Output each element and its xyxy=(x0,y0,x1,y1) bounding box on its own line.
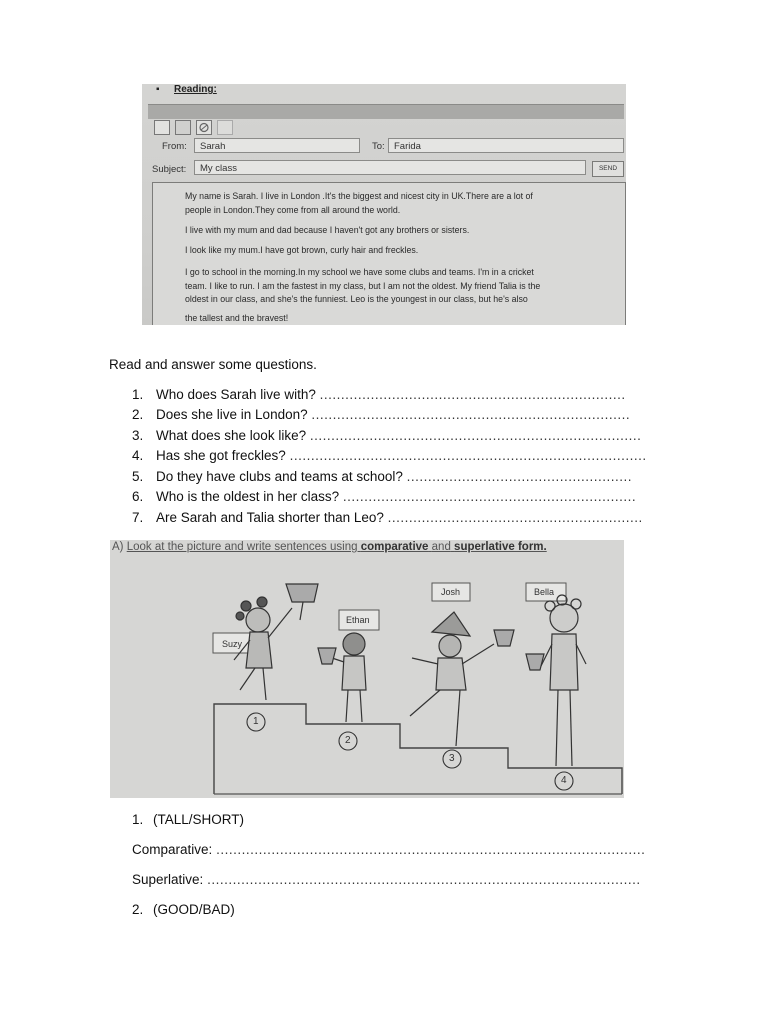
name-tag-ethan: Ethan xyxy=(346,615,370,625)
to-field: Farida xyxy=(388,138,624,153)
email-line: the tallest and the bravest! xyxy=(185,313,289,323)
toolbar-button-icon xyxy=(217,120,233,135)
question-text: Has she got freckles? xyxy=(156,448,286,463)
reading-heading: Reading: xyxy=(174,84,217,95)
answer-line: .............................................................................. xyxy=(309,428,642,443)
email-line: team. I like to run. I am the fastest in my class, but I am not the oldest. My friend Talia is the xyxy=(185,281,541,291)
question-text: Do they have clubs and teams at school? xyxy=(156,469,403,484)
question-number: 4. xyxy=(132,448,144,463)
step-number: 3 xyxy=(449,753,455,764)
to-label: To: xyxy=(372,141,385,152)
name-tag-bella: Bella xyxy=(534,587,555,597)
answer-line: .................................................................................... xyxy=(289,448,647,463)
bullet-icon: ▪ xyxy=(156,84,160,95)
podium-photo xyxy=(110,540,624,798)
answer-line: ........................................................................... xyxy=(311,407,631,422)
superlative-line xyxy=(132,872,641,887)
question-text: Who does Sarah live with? xyxy=(156,387,316,402)
step-number: 2 xyxy=(345,735,351,746)
from-label: From: xyxy=(162,141,187,152)
exercise-prompt: (GOOD/BAD) xyxy=(153,902,235,917)
question-number: 5. xyxy=(132,469,144,484)
question-text: Does she live in London? xyxy=(156,407,308,422)
exercise-item-1 xyxy=(132,812,244,827)
step-number: 4 xyxy=(561,775,567,786)
question-number: 6. xyxy=(132,489,144,504)
reading-email-photo xyxy=(142,84,626,325)
email-line: I live with my mum and dad because I haven't got any brothers or sisters. xyxy=(185,225,470,235)
answer-line: ............................................................ xyxy=(387,510,643,525)
exercise-number: 1. xyxy=(132,812,144,827)
email-toolbar xyxy=(148,104,624,119)
answer-line: ..................................................................... xyxy=(342,489,637,504)
question-number: 1. xyxy=(132,387,144,402)
question-text: What does she look like? xyxy=(156,428,307,443)
answer-line: ..................................................... xyxy=(406,469,632,484)
email-line: I look like my mum.I have got brown, curly hair and freckles. xyxy=(185,245,419,255)
toolbar-button-icon xyxy=(175,120,191,135)
name-tag-josh: Josh xyxy=(441,587,461,597)
email-body xyxy=(152,182,626,325)
subject-field: My class xyxy=(194,160,586,175)
question-number: 7. xyxy=(132,510,144,525)
answer-line: ........................................................................ xyxy=(319,387,626,402)
podium-instruction: A) Look at the picture and write sentences using comparative and superlative form. xyxy=(112,541,547,553)
attach-icon xyxy=(196,120,212,135)
exercise-item-2 xyxy=(132,902,235,917)
answer-line: ...................................................................................................... xyxy=(207,872,641,887)
question-number: 3. xyxy=(132,428,144,443)
answer-line: ..................................................................................................... xyxy=(216,842,646,857)
question-number: 2. xyxy=(132,407,144,422)
name-tag-suzy: Suzy xyxy=(222,639,243,649)
step-number: 1 xyxy=(253,716,259,727)
email-line: My name is Sarah. I live in London .It's the biggest and nicest city in UK.There are a lot of xyxy=(185,191,533,201)
questions-intro: Read and answer some questions. xyxy=(109,357,317,372)
podium-illustration xyxy=(110,540,624,798)
toolbar-button-icon xyxy=(154,120,170,135)
email-line: people in London.They come from all around the world. xyxy=(185,205,401,215)
comparative-line xyxy=(132,842,645,857)
question-text: Who is the oldest in her class? xyxy=(156,489,340,504)
email-line: oldest in our class, and she's the funniest. Leo is the youngest in our class, but he's also xyxy=(185,294,528,304)
comparative-label: Comparative: xyxy=(132,842,213,857)
exercise-number: 2. xyxy=(132,902,144,917)
subject-label: Subject: xyxy=(152,164,187,175)
send-button: SEND xyxy=(592,161,624,177)
email-line: I go to school in the morning.In my school we have some clubs and teams. I'm in a cricket xyxy=(185,267,534,277)
exercise-prompt: (TALL/SHORT) xyxy=(153,812,245,827)
question-text: Are Sarah and Talia shorter than Leo? xyxy=(156,510,384,525)
superlative-label: Superlative: xyxy=(132,872,204,887)
from-field: Sarah xyxy=(194,138,360,153)
